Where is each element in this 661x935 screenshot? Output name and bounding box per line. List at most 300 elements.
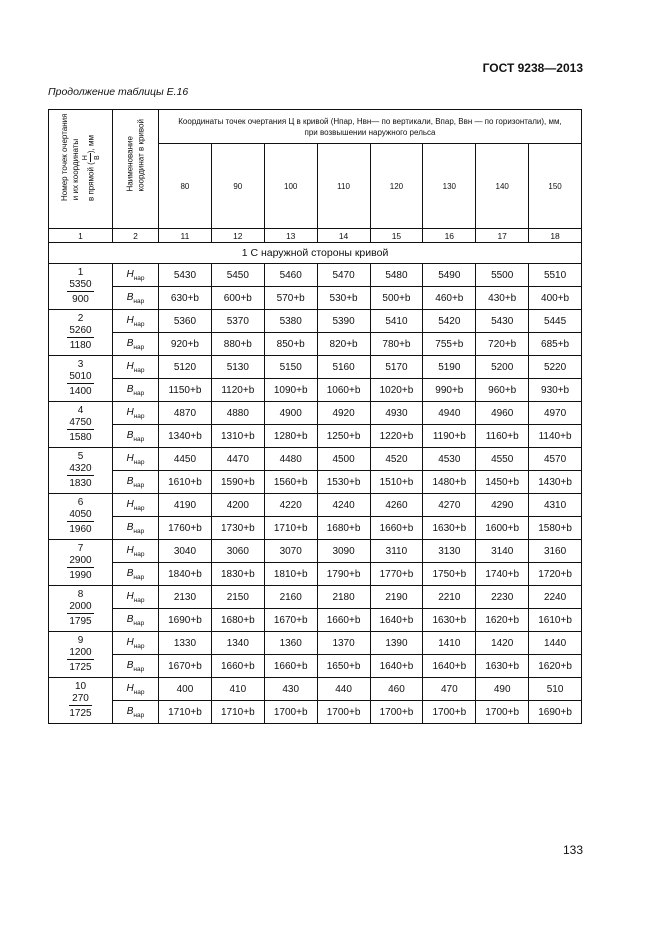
coordinate-name xyxy=(113,356,159,379)
h-value: 3060 xyxy=(211,540,264,563)
main-header-line2: при возвышении наружного рельса xyxy=(304,127,436,137)
h-value: 4550 xyxy=(476,448,529,471)
h-value: 4260 xyxy=(370,494,423,517)
point-b: 1960 xyxy=(69,524,92,535)
point-h: 5350 xyxy=(69,279,92,290)
h-value: 4290 xyxy=(476,494,529,517)
coordinate-subscript: нар xyxy=(133,435,145,443)
point-h: 2000 xyxy=(69,601,92,612)
point-number: 5 xyxy=(77,451,84,462)
b-value: 820+b xyxy=(317,333,370,356)
point-cell xyxy=(49,586,113,632)
h-value: 4870 xyxy=(159,402,212,425)
h-value: 3070 xyxy=(264,540,317,563)
point-b: 900 xyxy=(72,294,89,305)
b-value: 1660+b xyxy=(211,655,264,678)
b-value: 1630+b xyxy=(423,517,476,540)
h-value: 4900 xyxy=(264,402,317,425)
b-value: 1020+b xyxy=(370,379,423,402)
point-h: 2900 xyxy=(69,555,92,566)
coordinate-name xyxy=(113,494,159,517)
coordinate-name xyxy=(113,287,159,310)
table-row xyxy=(49,264,582,287)
point-b: 1830 xyxy=(69,478,92,489)
b-value: 1760+b xyxy=(159,517,212,540)
coordinate-subscript: нар xyxy=(133,504,145,512)
h-value: 470 xyxy=(423,678,476,701)
h-value: 430 xyxy=(264,678,317,701)
h-value: 5490 xyxy=(423,264,476,287)
b-value: 1700+b xyxy=(423,701,476,724)
point-b: 1180 xyxy=(69,340,92,351)
b-value: 1630+b xyxy=(476,655,529,678)
b-value: 1830+b xyxy=(211,563,264,586)
h-value: 2240 xyxy=(529,586,582,609)
b-value: 1700+b xyxy=(370,701,423,724)
b-value: 1140+b xyxy=(529,425,582,448)
h-value: 410 xyxy=(211,678,264,701)
b-value: 920+b xyxy=(159,333,212,356)
coordinate-name xyxy=(113,586,159,609)
h-value: 4970 xyxy=(529,402,582,425)
b-value: 1430+b xyxy=(529,471,582,494)
h-value: 4310 xyxy=(529,494,582,517)
b-value: 850+b xyxy=(264,333,317,356)
h-value: 400 xyxy=(159,678,212,701)
coordinate-name xyxy=(113,310,159,333)
b-value: 1770+b xyxy=(370,563,423,586)
h-value: 5380 xyxy=(264,310,317,333)
b-value: 1620+b xyxy=(529,655,582,678)
h-value: 4450 xyxy=(159,448,212,471)
h-value: 440 xyxy=(317,678,370,701)
main-header xyxy=(159,110,582,144)
coordinate-subscript: нар xyxy=(133,711,145,719)
table-row xyxy=(49,540,582,563)
table-row xyxy=(49,609,582,632)
h-value: 5470 xyxy=(317,264,370,287)
elevation-header: 150 xyxy=(529,144,582,229)
point-h: 5010 xyxy=(69,371,92,382)
h-value: 5480 xyxy=(370,264,423,287)
elevation-header: 110 xyxy=(317,144,370,229)
point-number: 3 xyxy=(77,359,84,370)
h-value: 5130 xyxy=(211,356,264,379)
coordinate-name xyxy=(113,333,159,356)
b-value: 1840+b xyxy=(159,563,212,586)
coordinate-name xyxy=(113,609,159,632)
h-value: 5370 xyxy=(211,310,264,333)
b-value: 990+b xyxy=(423,379,476,402)
h-value: 1360 xyxy=(264,632,317,655)
h-value: 4270 xyxy=(423,494,476,517)
coordinate-subscript: нар xyxy=(133,297,145,305)
b-value: 530+b xyxy=(317,287,370,310)
h-value: 4500 xyxy=(317,448,370,471)
b-value: 1710+b xyxy=(264,517,317,540)
table-row xyxy=(49,586,582,609)
coordinate-subscript: нар xyxy=(133,343,145,351)
b-value: 1730+b xyxy=(211,517,264,540)
h-value: 510 xyxy=(529,678,582,701)
h-value: 5360 xyxy=(159,310,212,333)
h-value: 1420 xyxy=(476,632,529,655)
h-value: 5220 xyxy=(529,356,582,379)
coordinate-symbol: B xyxy=(126,291,134,303)
col1-header: Номер точек очертания и их координаты в прямой ( Н В ), мм xyxy=(49,110,113,229)
point-number: 10 xyxy=(74,681,87,692)
b-value: 1710+b xyxy=(159,701,212,724)
b-value: 1560+b xyxy=(264,471,317,494)
table-row xyxy=(49,517,582,540)
h-value: 5460 xyxy=(264,264,317,287)
coordinate-subscript: нар xyxy=(133,642,145,650)
col1-header-frac-bot: В xyxy=(94,154,101,160)
coordinate-name xyxy=(113,678,159,701)
coordinate-subscript: нар xyxy=(133,458,145,466)
b-value: 1340+b xyxy=(159,425,212,448)
coordinate-subscript: нар xyxy=(133,389,145,397)
h-value: 1370 xyxy=(317,632,370,655)
col1-header-frac-top: Н xyxy=(82,154,89,160)
coordinate-symbol: H xyxy=(126,268,134,280)
h-value: 4520 xyxy=(370,448,423,471)
coordinate-symbol: H xyxy=(126,406,134,418)
point-cell xyxy=(49,264,113,310)
b-value: 1120+b xyxy=(211,379,264,402)
table-row xyxy=(49,471,582,494)
table-row xyxy=(49,379,582,402)
b-value: 1700+b xyxy=(264,701,317,724)
b-value: 1680+b xyxy=(317,517,370,540)
coordinate-symbol: B xyxy=(126,475,134,487)
h-value: 4240 xyxy=(317,494,370,517)
point-cell xyxy=(49,448,113,494)
b-value: 960+b xyxy=(476,379,529,402)
point-b: 1725 xyxy=(69,708,92,719)
column-number: 12 xyxy=(211,229,264,243)
coordinate-symbol: H xyxy=(126,498,134,510)
coordinate-symbol: B xyxy=(126,429,134,441)
h-value: 1340 xyxy=(211,632,264,655)
column-number: 11 xyxy=(159,229,212,243)
h-value: 5500 xyxy=(476,264,529,287)
b-value: 1630+b xyxy=(423,609,476,632)
coordinate-name xyxy=(113,425,159,448)
coordinates-table xyxy=(48,109,582,724)
point-number: 7 xyxy=(77,543,84,554)
point-b: 1990 xyxy=(69,570,92,581)
column-number: 18 xyxy=(529,229,582,243)
b-value: 1700+b xyxy=(317,701,370,724)
b-value: 880+b xyxy=(211,333,264,356)
point-number: 6 xyxy=(77,497,84,508)
h-value: 1440 xyxy=(529,632,582,655)
b-value: 460+b xyxy=(423,287,476,310)
h-value: 2180 xyxy=(317,586,370,609)
coordinate-subscript: нар xyxy=(133,619,145,627)
coordinate-symbol: B xyxy=(126,337,134,349)
coordinate-symbol: H xyxy=(126,314,134,326)
standard-number: ГОСТ 9238—2013 xyxy=(482,61,583,75)
h-value: 4960 xyxy=(476,402,529,425)
elevation-header: 100 xyxy=(264,144,317,229)
coordinate-name xyxy=(113,632,159,655)
table-row xyxy=(49,287,582,310)
coordinate-subscript: нар xyxy=(133,366,145,374)
coordinate-subscript: нар xyxy=(133,596,145,604)
b-value: 1060+b xyxy=(317,379,370,402)
point-h: 4320 xyxy=(69,463,92,474)
point-h: 270 xyxy=(69,693,91,706)
point-h: 4750 xyxy=(69,417,92,428)
h-value: 4940 xyxy=(423,402,476,425)
b-value: 1740+b xyxy=(476,563,529,586)
b-value: 1670+b xyxy=(264,609,317,632)
point-number: 8 xyxy=(77,589,84,600)
b-value: 1590+b xyxy=(211,471,264,494)
main-header-line1: Координаты точек очертания Ц в кривой (Нпар, Нвн— по вертикали, Впар, Ввн — по горизонтали), мм, xyxy=(178,116,562,126)
b-value: 630+b xyxy=(159,287,212,310)
b-value: 930+b xyxy=(529,379,582,402)
h-value: 490 xyxy=(476,678,529,701)
h-value: 4880 xyxy=(211,402,264,425)
column-number: 14 xyxy=(317,229,370,243)
h-value: 3110 xyxy=(370,540,423,563)
coordinate-subscript: нар xyxy=(133,412,145,420)
h-value: 5170 xyxy=(370,356,423,379)
table-row xyxy=(49,356,582,379)
section-title: 1 С наружной стороны кривой xyxy=(49,243,582,264)
b-value: 1660+b xyxy=(264,655,317,678)
point-cell xyxy=(49,310,113,356)
coordinate-subscript: нар xyxy=(133,481,145,489)
h-value: 4930 xyxy=(370,402,423,425)
coordinate-name xyxy=(113,563,159,586)
b-value: 1690+b xyxy=(529,701,582,724)
h-value: 2210 xyxy=(423,586,476,609)
b-value: 1530+b xyxy=(317,471,370,494)
coordinate-symbol: H xyxy=(126,590,134,602)
table-row xyxy=(49,310,582,333)
coordinate-name xyxy=(113,540,159,563)
h-value: 5190 xyxy=(423,356,476,379)
page-number: 133 xyxy=(562,843,583,857)
elevation-header: 90 xyxy=(211,144,264,229)
b-value: 1640+b xyxy=(370,655,423,678)
table-row xyxy=(49,678,582,701)
h-value: 2130 xyxy=(159,586,212,609)
h-value: 5510 xyxy=(529,264,582,287)
b-value: 1600+b xyxy=(476,517,529,540)
point-number: 4 xyxy=(77,405,84,416)
point-cell xyxy=(49,402,113,448)
h-value: 4200 xyxy=(211,494,264,517)
coordinate-name xyxy=(113,517,159,540)
coordinate-subscript: нар xyxy=(133,527,145,535)
h-value: 1410 xyxy=(423,632,476,655)
point-cell xyxy=(49,494,113,540)
b-value: 400+b xyxy=(529,287,582,310)
h-value: 5445 xyxy=(529,310,582,333)
coordinate-symbol: B xyxy=(126,659,134,671)
b-value: 685+b xyxy=(529,333,582,356)
b-value: 1650+b xyxy=(317,655,370,678)
h-value: 2160 xyxy=(264,586,317,609)
coordinate-name xyxy=(113,448,159,471)
col1-header-line2: и их координаты xyxy=(71,138,80,200)
b-value: 1580+b xyxy=(529,517,582,540)
b-value: 1250+b xyxy=(317,425,370,448)
col2-header-line1: Наименование xyxy=(125,136,135,192)
table-row xyxy=(49,425,582,448)
coordinate-name xyxy=(113,471,159,494)
h-value: 5200 xyxy=(476,356,529,379)
coordinate-name xyxy=(113,701,159,724)
b-value: 1680+b xyxy=(211,609,264,632)
coordinate-subscript: нар xyxy=(133,688,145,696)
h-value: 4920 xyxy=(317,402,370,425)
h-value: 5430 xyxy=(476,310,529,333)
b-value: 1640+b xyxy=(370,609,423,632)
coordinate-symbol: B xyxy=(126,567,134,579)
coordinate-subscript: нар xyxy=(133,550,145,558)
table-row xyxy=(49,402,582,425)
h-value: 2230 xyxy=(476,586,529,609)
b-value: 600+b xyxy=(211,287,264,310)
b-value: 1150+b xyxy=(159,379,212,402)
h-value: 4530 xyxy=(423,448,476,471)
col1-header-line1: Номер точек очертания xyxy=(60,113,69,201)
coordinate-symbol: B xyxy=(126,705,134,717)
col2-header xyxy=(113,110,159,229)
b-value: 1160+b xyxy=(476,425,529,448)
h-value: 4190 xyxy=(159,494,212,517)
b-value: 570+b xyxy=(264,287,317,310)
column-number: 13 xyxy=(264,229,317,243)
point-number: 9 xyxy=(77,635,84,646)
h-value: 3130 xyxy=(423,540,476,563)
b-value: 1810+b xyxy=(264,563,317,586)
h-value: 5390 xyxy=(317,310,370,333)
b-value: 1620+b xyxy=(476,609,529,632)
b-value: 755+b xyxy=(423,333,476,356)
b-value: 1690+b xyxy=(159,609,212,632)
col2-header-line2: координат в кривой xyxy=(136,119,146,192)
h-value: 3040 xyxy=(159,540,212,563)
coordinate-symbol: H xyxy=(126,452,134,464)
coordinate-subscript: нар xyxy=(133,665,145,673)
h-value: 5420 xyxy=(423,310,476,333)
column-number: 15 xyxy=(370,229,423,243)
coordinate-symbol: B xyxy=(126,521,134,533)
b-value: 1790+b xyxy=(317,563,370,586)
table-row xyxy=(49,494,582,517)
b-value: 1090+b xyxy=(264,379,317,402)
b-value: 1660+b xyxy=(317,609,370,632)
point-cell xyxy=(49,356,113,402)
point-cell xyxy=(49,632,113,678)
elevation-header: 80 xyxy=(159,144,212,229)
h-value: 5120 xyxy=(159,356,212,379)
column-number: 2 xyxy=(113,229,159,243)
coordinate-symbol: B xyxy=(126,613,134,625)
h-value: 5150 xyxy=(264,356,317,379)
h-value: 4480 xyxy=(264,448,317,471)
coordinate-symbol: H xyxy=(126,636,134,648)
h-value: 2150 xyxy=(211,586,264,609)
coordinate-name xyxy=(113,402,159,425)
b-value: 1700+b xyxy=(476,701,529,724)
table-row xyxy=(49,333,582,356)
col1-header-unit: мм xyxy=(86,134,96,146)
elevation-header: 120 xyxy=(370,144,423,229)
b-value: 1710+b xyxy=(211,701,264,724)
b-value: 430+b xyxy=(476,287,529,310)
elevation-header: 130 xyxy=(423,144,476,229)
coordinate-subscript: нар xyxy=(133,274,145,282)
table-row xyxy=(49,448,582,471)
point-number: 2 xyxy=(77,313,84,324)
table-row xyxy=(49,701,582,724)
column-number: 16 xyxy=(423,229,476,243)
b-value: 720+b xyxy=(476,333,529,356)
h-value: 5160 xyxy=(317,356,370,379)
b-value: 1670+b xyxy=(159,655,212,678)
b-value: 1220+b xyxy=(370,425,423,448)
point-b: 1795 xyxy=(69,616,92,627)
b-value: 1480+b xyxy=(423,471,476,494)
coordinate-name xyxy=(113,655,159,678)
point-b: 1580 xyxy=(69,432,92,443)
point-h: 4050 xyxy=(69,509,92,520)
b-value: 1190+b xyxy=(423,425,476,448)
column-number: 1 xyxy=(49,229,113,243)
elevation-header: 140 xyxy=(476,144,529,229)
table-row xyxy=(49,632,582,655)
b-value: 1310+b xyxy=(211,425,264,448)
column-number: 17 xyxy=(476,229,529,243)
b-value: 1450+b xyxy=(476,471,529,494)
h-value: 460 xyxy=(370,678,423,701)
h-value: 1390 xyxy=(370,632,423,655)
coordinate-symbol: H xyxy=(126,682,134,694)
b-value: 1280+b xyxy=(264,425,317,448)
b-value: 500+b xyxy=(370,287,423,310)
b-value: 1610+b xyxy=(529,609,582,632)
coordinate-name xyxy=(113,264,159,287)
coordinate-symbol: H xyxy=(126,360,134,372)
point-h: 5260 xyxy=(69,325,92,336)
point-cell xyxy=(49,540,113,586)
coordinate-symbol: H xyxy=(126,544,134,556)
coordinate-symbol: B xyxy=(126,383,134,395)
h-value: 3090 xyxy=(317,540,370,563)
point-number: 1 xyxy=(77,267,84,278)
h-value: 4470 xyxy=(211,448,264,471)
point-cell xyxy=(49,678,113,724)
b-value: 1660+b xyxy=(370,517,423,540)
point-h: 1200 xyxy=(69,647,92,658)
h-value: 5450 xyxy=(211,264,264,287)
h-value: 5430 xyxy=(159,264,212,287)
h-value: 3160 xyxy=(529,540,582,563)
point-b: 1400 xyxy=(69,386,92,397)
table-row xyxy=(49,655,582,678)
h-value: 4570 xyxy=(529,448,582,471)
col1-header-line3: в прямой xyxy=(86,166,96,201)
b-value: 780+b xyxy=(370,333,423,356)
